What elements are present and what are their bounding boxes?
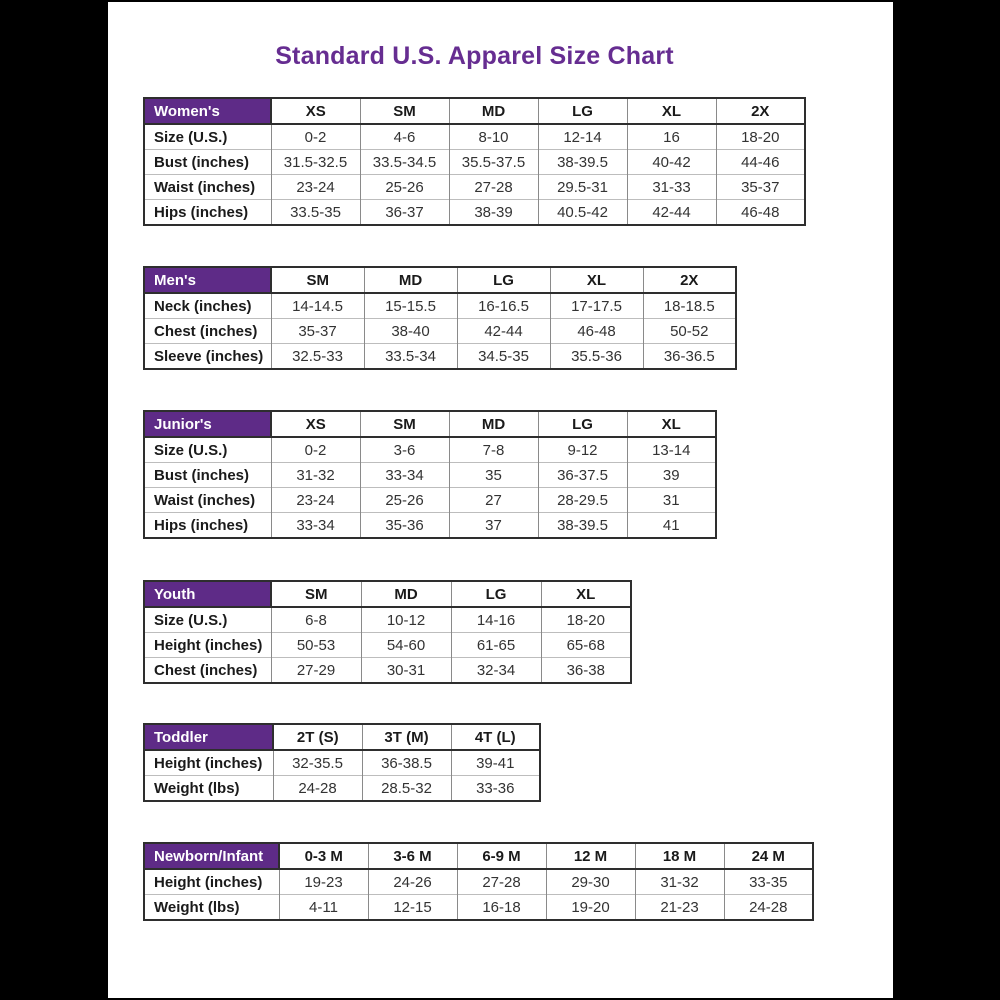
column-header: XL <box>541 581 631 607</box>
value-cell: 24-26 <box>368 869 457 895</box>
column-header: LG <box>457 267 550 293</box>
table-row <box>144 488 716 513</box>
column-header: 24 M <box>724 843 813 869</box>
value-cell: 18-18.5 <box>643 293 736 319</box>
column-header: LG <box>538 411 627 437</box>
value-cell: 3-6 <box>360 437 449 463</box>
value-cell: 40-42 <box>627 150 716 175</box>
value-cell: 28.5-32 <box>362 776 451 802</box>
row-label: Neck (inches) <box>144 293 271 319</box>
value-cell: 65-68 <box>541 633 631 658</box>
value-cell: 37 <box>449 513 538 539</box>
value-cell: 16 <box>627 124 716 150</box>
value-cell: 33.5-35 <box>271 200 360 226</box>
table-row <box>144 344 736 370</box>
value-cell: 33-35 <box>724 869 813 895</box>
value-cell: 32-35.5 <box>273 750 362 776</box>
table-row <box>144 895 813 921</box>
value-cell: 36-37.5 <box>538 463 627 488</box>
value-cell: 36-38.5 <box>362 750 451 776</box>
value-cell: 38-40 <box>364 319 457 344</box>
column-header: 2X <box>716 98 805 124</box>
table-row <box>144 869 813 895</box>
value-cell: 23-24 <box>271 175 360 200</box>
value-cell: 31-32 <box>635 869 724 895</box>
value-cell: 28-29.5 <box>538 488 627 513</box>
table-header-row <box>144 843 813 869</box>
table-row <box>144 293 736 319</box>
table-row <box>144 750 540 776</box>
value-cell: 12-15 <box>368 895 457 921</box>
page-title: Standard U.S. Apparel Size Chart <box>275 42 674 70</box>
value-cell: 27-29 <box>271 658 361 684</box>
value-cell: 46-48 <box>550 319 643 344</box>
column-header: XS <box>271 98 360 124</box>
value-cell: 4-6 <box>360 124 449 150</box>
value-cell: 8-10 <box>449 124 538 150</box>
value-cell: 32-34 <box>451 658 541 684</box>
column-header: SM <box>271 581 361 607</box>
value-cell: 7-8 <box>449 437 538 463</box>
value-cell: 35.5-37.5 <box>449 150 538 175</box>
value-cell: 9-12 <box>538 437 627 463</box>
value-cell: 0-2 <box>271 124 360 150</box>
value-cell: 27 <box>449 488 538 513</box>
size-table-women-s <box>143 97 806 226</box>
value-cell: 42-44 <box>627 200 716 226</box>
table-row <box>144 437 716 463</box>
column-header: XS <box>271 411 360 437</box>
column-header: 3T (M) <box>362 724 451 750</box>
value-cell: 31-32 <box>271 463 360 488</box>
value-cell: 30-31 <box>361 658 451 684</box>
value-cell: 16-18 <box>457 895 546 921</box>
size-table-youth <box>143 580 632 684</box>
row-label: Chest (inches) <box>144 658 271 684</box>
size-table-junior-s <box>143 410 717 539</box>
column-header: 6-9 M <box>457 843 546 869</box>
table-header-row <box>144 411 716 437</box>
column-header: LG <box>538 98 627 124</box>
table-header-row <box>144 724 540 750</box>
row-label: Size (U.S.) <box>144 437 271 463</box>
table-row <box>144 124 805 150</box>
column-header: 0-3 M <box>279 843 368 869</box>
column-header: XL <box>550 267 643 293</box>
row-label: Weight (lbs) <box>144 895 279 921</box>
value-cell: 16-16.5 <box>457 293 550 319</box>
column-header: 3-6 M <box>368 843 457 869</box>
value-cell: 10-12 <box>361 607 451 633</box>
value-cell: 31-33 <box>627 175 716 200</box>
value-cell: 19-23 <box>279 869 368 895</box>
column-header: 2X <box>643 267 736 293</box>
row-label: Hips (inches) <box>144 513 271 539</box>
value-cell: 21-23 <box>635 895 724 921</box>
value-cell: 35 <box>449 463 538 488</box>
value-cell: 12-14 <box>538 124 627 150</box>
table-category-cell: Newborn/Infant <box>144 843 279 869</box>
value-cell: 27-28 <box>457 869 546 895</box>
value-cell: 35-36 <box>360 513 449 539</box>
value-cell: 35-37 <box>271 319 364 344</box>
value-cell: 24-28 <box>724 895 813 921</box>
table-row <box>144 463 716 488</box>
row-label: Hips (inches) <box>144 200 271 226</box>
table-category-cell: Toddler <box>144 724 273 750</box>
value-cell: 50-52 <box>643 319 736 344</box>
row-label: Size (U.S.) <box>144 607 271 633</box>
column-header: MD <box>361 581 451 607</box>
value-cell: 36-36.5 <box>643 344 736 370</box>
value-cell: 35-37 <box>716 175 805 200</box>
table-row <box>144 633 631 658</box>
table-row <box>144 319 736 344</box>
table-category-cell: Youth <box>144 581 271 607</box>
value-cell: 18-20 <box>716 124 805 150</box>
value-cell: 50-53 <box>271 633 361 658</box>
value-cell: 46-48 <box>716 200 805 226</box>
value-cell: 14-16 <box>451 607 541 633</box>
value-cell: 36-37 <box>360 200 449 226</box>
value-cell: 38-39 <box>449 200 538 226</box>
document-page <box>108 2 893 998</box>
column-header: XL <box>627 411 716 437</box>
column-header: LG <box>451 581 541 607</box>
table-header-row <box>144 581 631 607</box>
value-cell: 29.5-31 <box>538 175 627 200</box>
column-header: 4T (L) <box>451 724 540 750</box>
row-label: Height (inches) <box>144 633 271 658</box>
size-table-newborn-infant <box>143 842 814 921</box>
value-cell: 54-60 <box>361 633 451 658</box>
size-table-men-s <box>143 266 737 370</box>
value-cell: 0-2 <box>271 437 360 463</box>
table-row <box>144 776 540 802</box>
column-header: SM <box>360 98 449 124</box>
value-cell: 31 <box>627 488 716 513</box>
table-category-cell: Women's <box>144 98 271 124</box>
value-cell: 25-26 <box>360 488 449 513</box>
row-label: Sleeve (inches) <box>144 344 271 370</box>
value-cell: 38-39.5 <box>538 150 627 175</box>
column-header: 2T (S) <box>273 724 362 750</box>
value-cell: 24-28 <box>273 776 362 802</box>
column-header: MD <box>449 98 538 124</box>
value-cell: 61-65 <box>451 633 541 658</box>
table-category-cell: Junior's <box>144 411 271 437</box>
table-row <box>144 150 805 175</box>
column-header: MD <box>449 411 538 437</box>
row-label: Bust (inches) <box>144 150 271 175</box>
row-label: Height (inches) <box>144 869 279 895</box>
value-cell: 6-8 <box>271 607 361 633</box>
table-row <box>144 175 805 200</box>
value-cell: 33-36 <box>451 776 540 802</box>
column-header: 12 M <box>546 843 635 869</box>
table-header-row <box>144 98 805 124</box>
column-header: XL <box>627 98 716 124</box>
row-label: Waist (inches) <box>144 175 271 200</box>
value-cell: 40.5-42 <box>538 200 627 226</box>
table-header-row <box>144 267 736 293</box>
value-cell: 33-34 <box>360 463 449 488</box>
value-cell: 33.5-34 <box>364 344 457 370</box>
table-category-cell: Men's <box>144 267 271 293</box>
table-row <box>144 607 631 633</box>
value-cell: 15-15.5 <box>364 293 457 319</box>
value-cell: 4-11 <box>279 895 368 921</box>
row-label: Chest (inches) <box>144 319 271 344</box>
value-cell: 13-14 <box>627 437 716 463</box>
row-label: Weight (lbs) <box>144 776 273 802</box>
value-cell: 32.5-33 <box>271 344 364 370</box>
column-header: MD <box>364 267 457 293</box>
value-cell: 44-46 <box>716 150 805 175</box>
value-cell: 33.5-34.5 <box>360 150 449 175</box>
value-cell: 36-38 <box>541 658 631 684</box>
value-cell: 42-44 <box>457 319 550 344</box>
value-cell: 23-24 <box>271 488 360 513</box>
table-row <box>144 513 716 539</box>
value-cell: 29-30 <box>546 869 635 895</box>
column-header: SM <box>360 411 449 437</box>
value-cell: 33-34 <box>271 513 360 539</box>
column-header: 18 M <box>635 843 724 869</box>
row-label: Bust (inches) <box>144 463 271 488</box>
row-label: Waist (inches) <box>144 488 271 513</box>
value-cell: 19-20 <box>546 895 635 921</box>
row-label: Size (U.S.) <box>144 124 271 150</box>
value-cell: 39-41 <box>451 750 540 776</box>
column-header: SM <box>271 267 364 293</box>
value-cell: 27-28 <box>449 175 538 200</box>
value-cell: 34.5-35 <box>457 344 550 370</box>
value-cell: 17-17.5 <box>550 293 643 319</box>
value-cell: 14-14.5 <box>271 293 364 319</box>
row-label: Height (inches) <box>144 750 273 776</box>
value-cell: 41 <box>627 513 716 539</box>
value-cell: 38-39.5 <box>538 513 627 539</box>
size-table-toddler <box>143 723 541 802</box>
value-cell: 25-26 <box>360 175 449 200</box>
table-row <box>144 200 805 226</box>
value-cell: 31.5-32.5 <box>271 150 360 175</box>
table-row <box>144 658 631 684</box>
value-cell: 18-20 <box>541 607 631 633</box>
value-cell: 35.5-36 <box>550 344 643 370</box>
value-cell: 39 <box>627 463 716 488</box>
